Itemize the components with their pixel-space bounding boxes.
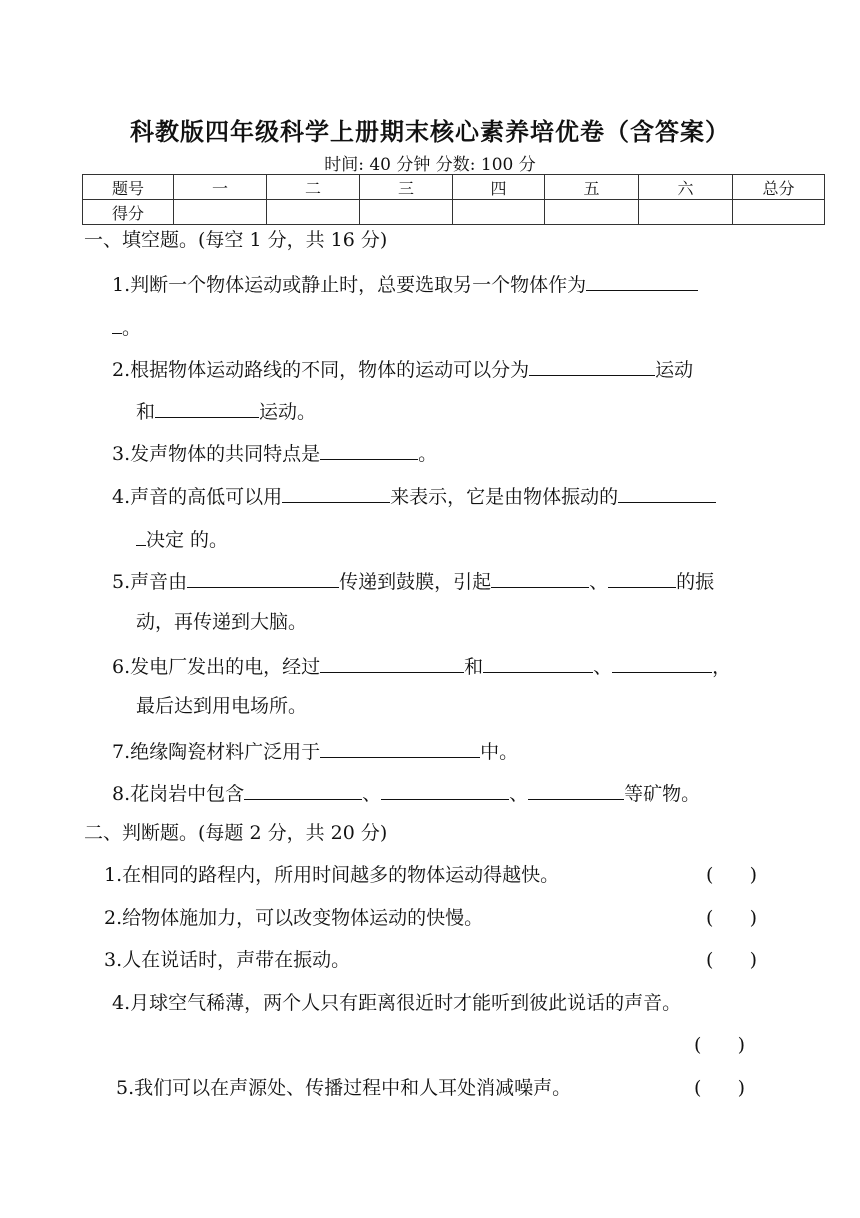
question-2-line1 (112, 355, 693, 382)
score-cell[interactable] (453, 200, 545, 225)
question-text: 8.花岗岩中包含 (112, 783, 245, 805)
section2-heading: 二、判断题。(每题 2 分，共 20 分) (84, 822, 388, 844)
question-text: 2.根据物体运动路线的不同，物体的运动可以分为 (112, 359, 530, 381)
answer-blank[interactable] (483, 652, 593, 673)
score-header-cell: 一 (174, 175, 267, 200)
question-2-line2 (136, 397, 316, 424)
section1-heading: 一、填空题。(每空 1 分，共 16 分) (84, 229, 388, 251)
question-text: 运动。 (259, 401, 317, 423)
question-text: 的振 (676, 571, 715, 593)
question-4-line2 (136, 525, 228, 552)
answer-blank[interactable] (320, 652, 464, 673)
question-6-line1 (112, 652, 731, 679)
score-header-cell: 四 (453, 175, 545, 200)
question-text: 和 (136, 401, 156, 423)
answer-blank[interactable] (320, 737, 480, 758)
answer-blank[interactable] (381, 779, 509, 800)
score-table-score-row (83, 200, 825, 225)
score-cell[interactable] (267, 200, 360, 225)
answer-blank[interactable] (612, 652, 712, 673)
score-cell[interactable] (733, 200, 825, 225)
question-text: 。 (122, 317, 142, 339)
answer-blank[interactable] (136, 525, 146, 546)
question-8 (112, 779, 700, 806)
score-header-cell: 三 (360, 175, 453, 200)
answer-blank[interactable] (187, 567, 339, 588)
question-5-line1 (112, 567, 714, 594)
question-text: 来表示，它是由物体振动的 (390, 486, 619, 508)
score-table (82, 174, 825, 225)
question-text: 、 (509, 783, 529, 805)
judgment-item-1: 1.在相同的路程内，所用时间越多的物体运动得越快。 (104, 864, 560, 886)
answer-blank[interactable] (586, 270, 698, 291)
judgment-item-2: 2.给物体施加力，可以改变物体运动的快慢。 (104, 907, 484, 929)
question-text: 、 (362, 783, 382, 805)
answer-blank[interactable] (244, 779, 362, 800)
answer-parentheses[interactable]: ( ) (706, 907, 758, 929)
question-text: 等矿物。 (624, 783, 701, 805)
score-table-header-row (83, 175, 825, 200)
question-4-line1 (112, 482, 716, 509)
question-text: 决定 的。 (146, 529, 229, 551)
question-text: 。 (418, 443, 438, 465)
question-text: 1.判断一个物体运动或静止时，总要选取另一个物体作为 (112, 274, 587, 296)
question-text: 和 (464, 656, 484, 678)
question-text: 、 (589, 571, 609, 593)
score-header-cell: 题号 (83, 175, 174, 200)
question-text: ， (712, 656, 732, 678)
question-1-line2 (112, 313, 141, 340)
answer-blank[interactable] (528, 779, 624, 800)
answer-parentheses[interactable]: ( ) (694, 1077, 746, 1099)
question-text: 运动 (655, 359, 694, 381)
question-text: 3.发声物体的共同特点是 (112, 443, 321, 465)
answer-blank[interactable] (608, 567, 676, 588)
score-header-cell: 二 (267, 175, 360, 200)
question-5-line2: 动，再传递到大脑。 (136, 611, 308, 633)
answer-parentheses[interactable]: ( ) (706, 864, 758, 886)
score-cell[interactable] (360, 200, 453, 225)
answer-blank[interactable] (320, 439, 418, 460)
question-1-line1 (112, 270, 698, 297)
exam-info: 时间: 40 分钟 分数: 100 分 (324, 155, 536, 175)
score-cell[interactable] (545, 200, 639, 225)
answer-blank[interactable] (112, 313, 122, 334)
question-6-line2: 最后达到用电场所。 (136, 695, 308, 717)
score-header-cell: 六 (639, 175, 733, 200)
judgment-item-3: 3.人在说话时，声带在振动。 (104, 949, 351, 971)
score-cell[interactable] (174, 200, 267, 225)
answer-blank[interactable] (491, 567, 589, 588)
question-text: 、 (593, 656, 613, 678)
question-text: 7.绝缘陶瓷材料广泛用于 (112, 741, 321, 763)
answer-blank[interactable] (618, 482, 716, 503)
score-header-cell: 总分 (733, 175, 825, 200)
question-text: 6.发电厂发出的电，经过 (112, 656, 321, 678)
judgment-item-5: 5.我们可以在声源处、传播过程中和人耳处消减噪声。 (116, 1077, 572, 1099)
score-cell[interactable] (639, 200, 733, 225)
answer-blank[interactable] (529, 355, 655, 376)
question-text: 传递到鼓膜，引起 (339, 571, 492, 593)
answer-parentheses[interactable]: ( ) (694, 1034, 746, 1056)
score-row-label: 得分 (83, 200, 174, 225)
question-7 (112, 737, 518, 764)
question-text: 4.声音的高低可以用 (112, 486, 283, 508)
score-header-cell: 五 (545, 175, 639, 200)
answer-blank[interactable] (282, 482, 390, 503)
page-title: 科教版四年级科学上册期末核心素养培优卷（含答案） (130, 118, 730, 146)
question-text: 中。 (480, 741, 519, 763)
judgment-item-4: 4.月球空气稀薄，两个人只有距离很近时才能听到彼此说话的声音。 (112, 992, 682, 1014)
answer-blank[interactable] (155, 397, 259, 418)
question-text: 5.声音由 (112, 571, 188, 593)
answer-parentheses[interactable]: ( ) (706, 949, 758, 971)
question-3 (112, 439, 437, 466)
